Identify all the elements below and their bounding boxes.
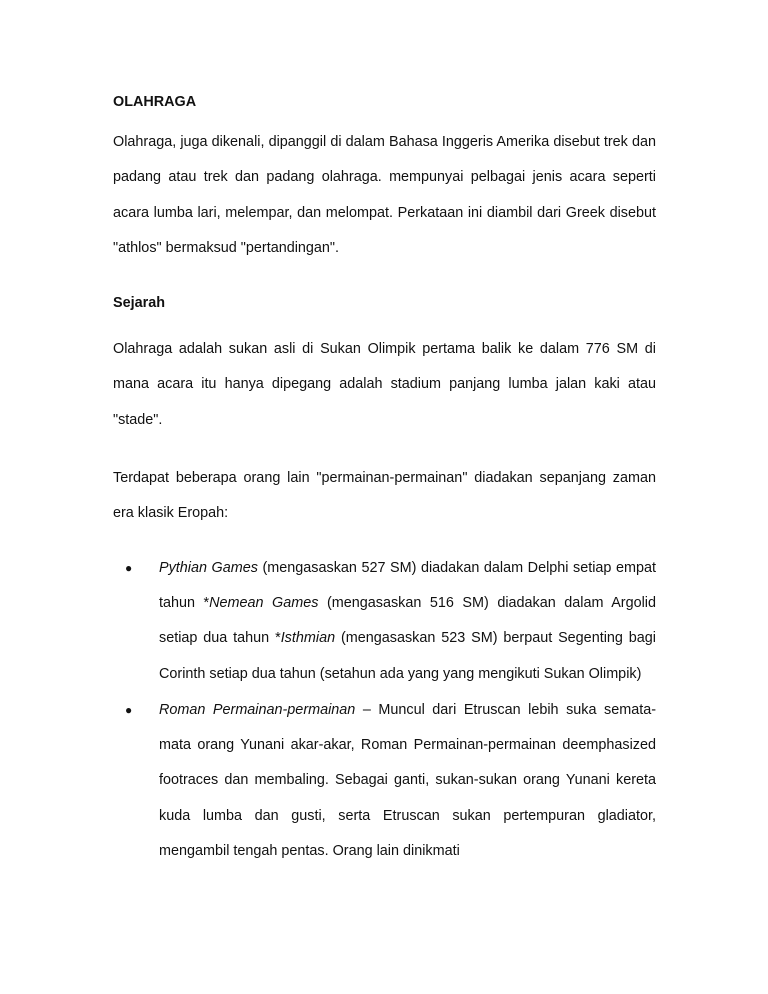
spacer [113,532,656,551]
spacer [113,438,656,461]
italic-term: Nemean Games [209,594,319,611]
list-text: (mengasaskan 516 SM) diadakan dalam Argolid setiap dua tahun * [159,594,656,647]
history-paragraph-1: Olahraga adalah sukan asli di Sukan Olimpik pertama balik ke dalam 776 SM di mana acara itu hanya dipegang adalah stadium panjang lumba jalan kaki atau "stade". [113,341,656,428]
spacer [113,112,656,125]
italic-term: Pythian Games [159,559,258,576]
list-text: (mengasaskan 523 SM) berpaut Segenting bagi Corinth setiap dua tahun (setahun ada yang yang mengikuti Sukan Olimpik) [159,630,656,682]
section-heading: Sejarah [113,295,165,312]
list-text: (mengasaskan 527 SM) diadakan dalam Delphi setiap empat tahun * [159,559,656,611]
spacer [113,313,656,332]
bullet-icon: ● [125,702,133,717]
intro-paragraph: Olahraga, juga dikenali, dipanggil di dalam Bahasa Inggeris Amerika disebut trek dan padang atau trek dan padang olahraga. mempunyai pelbagai jenis acara seperti acara lumba lari, melempar, dan melompat. Perkataan ini diambil dari Greek disebut "athlos" bermaksud "pertandingan". [113,134,656,256]
list-item-text [159,702,656,859]
document-title: OLAHRAGA [113,94,197,110]
italic-term: Isthmian [280,630,336,647]
bullet-icon: ● [125,560,133,575]
list-item [113,693,656,869]
document-page [113,92,656,869]
history-paragraph-2: Terdapat beberapa orang lain "permainan-permainan" diadakan sepanjang zaman era klasik Eropah: [113,470,656,522]
spacer [113,266,656,293]
list-item [113,551,656,692]
list-text: – Muncul dari Etruscan lebih suka semata-mata orang Yunani akar-akar, Roman Permainan-permainan deemphasized footraces dan membaling. Sebagai ganti, sukan-sukan orang Yunani kereta kuda lumba dan gusti, serta Etruscan sukan pertempuran gladiator, mengambil tengah pentas. Orang lain dinikmati [159,701,656,860]
list-item-text [159,560,656,682]
italic-term: Roman Permainan-permainan [159,701,356,718]
games-list [113,551,656,870]
